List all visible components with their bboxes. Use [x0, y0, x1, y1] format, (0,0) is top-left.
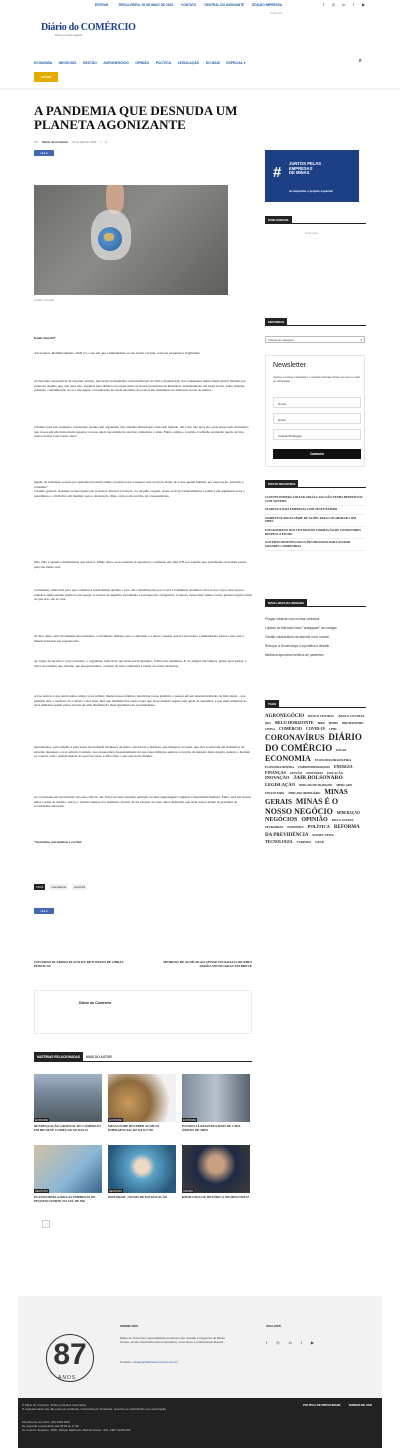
- tag-cloud-link[interactable]: JAIR BOLSONARO: [293, 775, 343, 782]
- service-line: Atendimento ao Leitor: (31) 3469-2001: [22, 1420, 71, 1424]
- social-links: [321, 2, 366, 7]
- related-item[interactable]: [34, 1145, 102, 1203]
- tag-cloud-link[interactable]: PANDEMIA: [287, 825, 304, 830]
- subscribe-button[interactable]: Cadastro: [273, 449, 361, 459]
- about-text: Diário do Comércio: especializado em Economia, Gestão e Negócios de Minas Gerais, sendo referência para empresários, executivos e profissionais liberais.: [120, 1336, 225, 1344]
- tag-cloud-link[interactable]: BIRD: [317, 722, 325, 726]
- tag-cloud-link[interactable]: DIÁRIO DO COMÉRCIO: [265, 731, 362, 753]
- byline-text: Paulo Stucchi*: [34, 336, 56, 340]
- tag-cloud-link[interactable]: ECONOMIA MINEIRA: [265, 766, 295, 770]
- logo-tagline: ética é o nosso negócio: [55, 34, 83, 37]
- top-links: [95, 3, 282, 7]
- related-image: [108, 1074, 176, 1122]
- article-title: A PANDEMIA QUE DESNUDA UM PLANETA AGONIZANTE: [34, 103, 238, 132]
- related-title[interactable]: ESTADO JÁ REGISTRA MAIS DE 2 MIL ÓBITOS DE SRES: [182, 1124, 241, 1132]
- author-box: [34, 990, 252, 1034]
- twitter-icon[interactable]: t: [300, 1340, 302, 1345]
- anniversary-badge: 87: [46, 1334, 94, 1382]
- footer: [18, 1296, 382, 1398]
- tag-cloud-link[interactable]: INOVAÇÃO: [265, 775, 290, 781]
- instagram-icon[interactable]: ◎: [331, 2, 336, 7]
- next-post-link[interactable]: MEDIDAS DE AUXÍLIO AO SETOR SUCROALCOOLEIRO SERÃO ANUNCIADAS EM BREVE: [163, 960, 252, 969]
- name-field[interactable]: Nome: [273, 397, 361, 408]
- article-paragraph: Quem, na realidade, respira por aparelhos há muito tempo, lutando para recuperar seus recursos diante de voraz apetite humano por exploração, extração e consumo? Criamos guerras, sistemas sociais iguais sob protestos diversos (avanços, cor da pele, origem, classe social); transformamos a política em argumento para o extermínio e o diabólico em instituto para a devastação. Mas, como toda escolha, há consequências.: [34, 480, 245, 498]
- next-page-icon[interactable]: ›: [42, 1220, 50, 1228]
- most-read-link[interactable]: Reforçar a Governança Corporativa é desafio: [265, 643, 330, 648]
- article-signature: *Jornalista, psicanalista e escritor: [34, 840, 82, 844]
- meta-author[interactable]: Diário do Comércio: [42, 140, 69, 144]
- tag-cloud-link[interactable]: TECNOLOGIA: [265, 838, 293, 844]
- author-tag[interactable]: AUTOR: [34, 72, 58, 82]
- tag-cloud-link[interactable]: ECONOMIA: [265, 754, 311, 764]
- top-bar: [0, 0, 400, 9]
- youtube-icon[interactable]: ▶: [361, 2, 366, 7]
- nav-legislacao[interactable]: LEGISLAÇÃO: [177, 61, 200, 65]
- publicidade-label: Publicidade: [305, 232, 318, 235]
- tag-cloud-link[interactable]: CORONAVÍRUS: [265, 732, 325, 742]
- banner-cta[interactable]: Acompanhe o projeto especial: [289, 189, 333, 193]
- tag-cloud-link[interactable]: BANCO CENTRAL: [308, 714, 335, 718]
- main-nav: [34, 57, 366, 69]
- article-paragraph: Aprendemos, pela religião e pela nossa necessidade intrínseca de mitos, salvadores e mártires, que milagres ocorrem, que eles acontecem em momentos de extremo desespero e nos salvam. Contudo, nos esquecemos frequentemente de que esses milagres sempre ocorrerão da maneira mais singela, quando o homem se conecta com o grande mundo do qual faz parte, e deixa fluir o que este há de melhor.: [34, 745, 250, 759]
- fb-like-button[interactable]: Like 0: [34, 150, 54, 156]
- recent-post-link[interactable]: MARKETUP ADOTA SÉRIE DE AÇÕES PARA COLABORAR COM MPES: [265, 515, 365, 527]
- meta-by: Por: [34, 140, 39, 144]
- related-tabs: [34, 1052, 252, 1062]
- most-read-link[interactable]: Pragas urbanas com os dias contados: [265, 616, 320, 621]
- search-icon[interactable]: ⌕: [358, 58, 362, 64]
- tag-cloud-link[interactable]: MERCADO FINANCEIRO: [265, 783, 353, 796]
- article-paragraph: As sociedades são previsíveis; são elas cíclicas, são frutos de uma estrutura pensada, de uma engrenagem completa e meramente humana. Entre, será em nossas mãos o leme do destino. Até lá, o planeta sempre nos lembrará, através da dor (depois do tanto amor dedicado) que nada somos diante da grandeza do ecossistema universal.: [34, 795, 251, 809]
- nav-especial-label: ESPECIAL: [226, 61, 243, 65]
- recent-post-link[interactable]: STARTUP AJUDA EMPRESAS COM TESTE RÁPIDO: [265, 506, 365, 515]
- most-read-link[interactable]: Medicina aprovima médicos de pacientes: [265, 652, 324, 657]
- category-select[interactable]: [265, 336, 365, 343]
- editorias-heading: [265, 318, 366, 326]
- related-category[interactable]: NEGÓCIOS: [109, 1189, 122, 1193]
- contact-line: [120, 1360, 178, 1364]
- tab-more-author[interactable]: MAIS DO AUTOR: [85, 1055, 112, 1059]
- tag-cloud-link[interactable]: ECONOMIA BRASILEIRA: [314, 758, 352, 763]
- related-image: [108, 1145, 176, 1193]
- heading-label: MAIS LIDAS DA SEMANA: [265, 599, 307, 607]
- related-item[interactable]: [182, 1074, 250, 1132]
- tag-link[interactable]: coronavírus: [51, 885, 67, 889]
- nav-do-mais[interactable]: DO MAIS: [205, 61, 220, 65]
- newsletter-desc: Assine a nossa newsletter e receba notícias direto em seu e-mail ou whatsapp: [273, 375, 360, 383]
- nav-negocios[interactable]: NEGÓCIOS: [58, 61, 77, 65]
- tag-cloud-link[interactable]: POLÍTICA: [307, 824, 330, 830]
- related-image: [182, 1145, 250, 1193]
- related-category[interactable]: OPINIÃO: [183, 1189, 193, 1193]
- related-title[interactable]: READEQUAÇÃO GRADUAL DO COMÉRCIO EM BH DEVE COMEÇAR NO DIA 25: [34, 1124, 101, 1132]
- tag-cloud-link[interactable]: EMPREENDEDORISMO: [298, 766, 330, 770]
- recent-post-link[interactable]: CLIENTE PODERÁ VOLTAR ATRÁS CASO NÃO TENHA BENEFÍCIOS COM SISTEMA: [265, 494, 365, 506]
- article-paragraph: Criamos para nós, humanos, um mundo doente; um organismo cujo sistema imunológico tem sido minado, dia a dia, ano após ano, pela nossa ação destrutiva; que cresce em um ritmo muito superior à nossa igual capacidade de renovar, embelezar e amar. Então, amigos, convido à reflexão profunda: quem, de fato, esteve doente todos esses anos?: [34, 425, 249, 439]
- instagram-icon[interactable]: ◎: [276, 1340, 280, 1345]
- hash-icon: #: [273, 164, 282, 181]
- copyright-line: © Diário do Comércio. Todos os direitos reservados.: [22, 1403, 87, 1407]
- most-read-link[interactable]: Gestão colaborativa vai assumir novo normal: [265, 634, 329, 639]
- tag-cloud-link[interactable]: BRUMADINHO: [342, 721, 364, 726]
- tag-cloud-link[interactable]: FINANÇAS: [265, 769, 286, 775]
- tag-cloud: [265, 713, 367, 845]
- tag-cloud-link[interactable]: NEGÓCIOS: [265, 816, 298, 823]
- photo-credit: Crédito: Freepik: [34, 298, 54, 302]
- facebook-icon[interactable]: f: [322, 2, 325, 7]
- tag-cloud-link[interactable]: LEGISLAÇÃO: [265, 782, 296, 788]
- about-heading: SOBRE NÓS: [120, 1324, 139, 1328]
- tag-cloud-link[interactable]: BNDES: [328, 722, 339, 726]
- banner-line: DE MINAS: [289, 170, 310, 176]
- linkedin-icon[interactable]: in: [341, 2, 346, 7]
- author-name[interactable]: Diário do Comércio: [79, 1001, 112, 1005]
- facebook-icon[interactable]: f: [266, 1340, 268, 1345]
- tag-cloud-link[interactable]: CPMI: [328, 727, 337, 731]
- related-category[interactable]: ECONOMIA: [183, 1118, 197, 1122]
- related-image: [34, 1074, 102, 1122]
- avatar: [47, 998, 69, 1020]
- chevron-down-icon: ▾: [360, 338, 362, 342]
- related-category[interactable]: ECONOMIA: [109, 1118, 123, 1122]
- fb-like-button[interactable]: Like 0: [34, 908, 54, 914]
- tab-related[interactable]: MATÉRIAS RELACIONADAS: [34, 1052, 83, 1061]
- ad-label: Publicidade: [270, 12, 283, 15]
- contact-label: Contato:: [120, 1360, 132, 1364]
- logo-title: Diário do COMÉRCIO: [41, 22, 136, 33]
- tag-cloud-link[interactable]: MINERAÇÃO: [336, 810, 360, 815]
- footer-social: [266, 1340, 314, 1345]
- nav-divider: [0, 88, 400, 91]
- article-paragraph: Não. Não é apenas a humanidade que adoece. Muito antes, nosso planeta já agonizava, confinado em uma UTI por aqueles que, justamente, deveriam prezar pela sua saúde: nós.: [34, 560, 247, 569]
- service-line: De segunda a sexta-feira, das 08:00 às 17:30: [22, 1423, 79, 1428]
- article-byline: [34, 336, 252, 341]
- tag-cloud-link[interactable]: DÓLAR: [336, 749, 347, 752]
- comment-icon[interactable]: ▪: [100, 140, 102, 144]
- related-image: [182, 1074, 250, 1122]
- tag-link[interactable]: covid-19: [74, 885, 85, 889]
- article-paragraph: Certamente, demorará para que voltemos à normalidade quando o pico das contaminações por Covid-19 diminuir. Podemos curar nosso corpo, mas nossos espíritos ainda estarão lotéricos em apagar os nossos de angústia, isolamento e introspecção obrigatória. Contudo, nesse meio tempo, nosso planeta respira; mais do que isso, ele se cura.: [34, 588, 252, 602]
- contact-email[interactable]: contato@diariodocomercio.com.br: [132, 1360, 178, 1364]
- tag-cloud-link[interactable]: MERCADO DE TRABALHO: [299, 784, 333, 788]
- tag-cloud-link[interactable]: TURISMO: [296, 839, 311, 844]
- banner-line: EMPRESAS: [289, 165, 313, 171]
- subscriber-link[interactable]: CENTRAL DO ASSINANTE: [204, 2, 245, 7]
- article-paragraph: Ao longo de séculos o corpo terrestre, o organismo infeccioso que mata seu hospedeiro, fomos nós, humanos. E, do tempos em tempos, pestes após pestes, a Terra nos lembra que, mesmo que desapareçamos, a beleza da vida continuará a existir de outras maneiras.: [34, 659, 247, 668]
- tag-cloud-link[interactable]: BELO HORIZONTE: [275, 720, 314, 726]
- nav-especial[interactable]: [226, 61, 245, 65]
- nav-politica[interactable]: POLÍTICA: [155, 61, 172, 65]
- tag-cloud-link[interactable]: GESTÃO: [289, 770, 303, 775]
- article-paragraph: Arrisco dizer, sem obviamente desconsiderar o sofrimento humano que os sintomas e a morte causam, que foi necessário a humanidade adoecer para que o mundo iniciasse sua regeneração.: [34, 634, 245, 643]
- related-item[interactable]: [34, 1074, 102, 1132]
- legal-links: [303, 1404, 372, 1408]
- related-category[interactable]: ECONOMIA: [35, 1118, 49, 1122]
- article-paragraph: As décadas consecutivas de expando urbano, inovações na medicina, universalização da Web e planificação dos continentes numa aldeia global fizeram-nos esquecer daquilo que, ano após ano, jogamos para debaixo do tapete junto às nossas promessas de Réveillon: desmatamento em larga escala, fome, miséria, poluição, contaminação do ar e das águas, concentração de renda nas mãos de poucos em detrimento da alienação social de muitos.: [34, 379, 246, 393]
- privacy-link[interactable]: POLÍTICA DE PRIVACIDADE: [303, 1403, 341, 1407]
- banner-line: JUNTOS PELAS: [289, 161, 322, 166]
- banner-text: [289, 162, 321, 176]
- tag-cloud-link[interactable]: COVID-19: [305, 726, 325, 731]
- print-edition-link[interactable]: EDIÇÃO IMPRESSA: [252, 2, 283, 7]
- post-navigation: [34, 960, 252, 976]
- terms-link[interactable]: TERMOS DE USO: [348, 1403, 372, 1407]
- most-read-link[interactable]: Lojistas do Mercado Novo "arregaçam" as mangas: [265, 625, 337, 630]
- nav-economia[interactable]: ECONOMIA: [34, 61, 53, 65]
- follow-heading: SIGA-NOS: [266, 1324, 281, 1328]
- article-paragraph: A boa notícia é que ainda temos tempo; para refletir, mudar nossos hábitos, relativizar nossa ganância e pensar em um desenvolvimento de mão dupla – que permita, sim, o usufruto do conforto e dos bens, mas que também abra espaço para que nosso mundo respire sem ajuda de aparelhos, e que mais sementes da terra humanos sejam vistos através de uma distribuição mais igualitária de oportunidades.: [34, 694, 247, 708]
- comment-count[interactable]: 0: [105, 140, 107, 144]
- heading-label: EDITORIAS: [265, 318, 287, 326]
- related-item[interactable]: [108, 1145, 176, 1199]
- article-meta: [34, 140, 107, 144]
- site-logo[interactable]: [41, 22, 136, 37]
- related-item[interactable]: [182, 1145, 250, 1199]
- nav-agronegocio[interactable]: AGRONEGÓCIO: [103, 61, 129, 65]
- tag-cloud-link[interactable]: MERCADO IMOBILIÁRIO: [288, 792, 321, 796]
- recent-post-link[interactable]: FATURAMENTO DOS CENTROS DE FORMAÇÃO DE CONDUTORES DESPENCA EM MG: [265, 527, 365, 539]
- tag-cloud-link[interactable]: COMÉRCIO: [279, 726, 302, 731]
- tag-cloud-link[interactable]: PETROBRAS: [265, 825, 284, 830]
- select-value: Selecionar categoria: [268, 338, 294, 342]
- login-link[interactable]: ENTRAR: [95, 2, 109, 7]
- recent-posts-heading: [265, 480, 366, 488]
- newsletter-title: Newsletter: [273, 362, 307, 369]
- article-tags: [34, 884, 87, 890]
- tag-cloud-link[interactable]: INFLAÇÃO: [327, 770, 344, 775]
- twitter-icon[interactable]: t: [352, 2, 355, 7]
- recent-post-link[interactable]: GOVERNO DESENHA SOLUÇÕES PRIVADAS PARA AJUDAR GRANDES COMPANHIAS: [265, 539, 365, 551]
- tags-heading: [265, 700, 366, 708]
- prev-post-link[interactable]: GOVERNO ELABORA PLANO DE RETOMADA DE OBRAS PÚBLICAS: [34, 960, 124, 969]
- related-title[interactable]: PLATAFORMA AJUDA AS EMPRESAS DE PEQUENO PORTE NO SUL DE MG: [34, 1195, 96, 1203]
- related-title[interactable]: IDEOLOGIA OU RETÓRICA OPORTUNISTA?: [182, 1195, 250, 1199]
- anniversary-years: ANOS: [58, 1375, 77, 1381]
- tag-cloud-link[interactable]: ENERGIA: [333, 764, 353, 770]
- related-title[interactable]: MINAS PODE RECEBER AUXÍLIO EMERGENCIAL DE R$ 8,77 BI: [108, 1124, 160, 1132]
- heading-label: TAGS: [265, 700, 279, 708]
- tags-label: TAGS: [36, 885, 44, 889]
- tag-cloud-link[interactable]: OPINIÃO: [301, 816, 328, 823]
- meta-date: 22 de abril de 2020: [72, 140, 97, 144]
- tag-cloud-link[interactable]: MINAS GERAIS: [265, 788, 348, 806]
- most-read-list: [265, 614, 365, 659]
- nav-opiniao[interactable]: OPINIÃO: [135, 61, 150, 65]
- tag-cloud-link[interactable]: AGRONEGÓCIO: [265, 714, 305, 719]
- tag-cloud-link[interactable]: PAULO GUEDES: [331, 818, 354, 822]
- related-category[interactable]: NEGÓCIOS: [35, 1189, 48, 1193]
- tag-cloud-link[interactable]: CHINA: [265, 727, 276, 731]
- most-read-heading: [265, 599, 366, 607]
- article-photo: [34, 185, 228, 295]
- service-info: [22, 1421, 222, 1432]
- email-field[interactable]: Email: [273, 413, 361, 424]
- tag-cloud-link[interactable]: ROMEU ZEMA: [312, 832, 334, 837]
- service-line: Av. Américo Vespúcio, 1660 - Parque Riachuelo, Belo Horizonte - MG, CEP: 31230-250: [22, 1427, 131, 1432]
- related-title[interactable]: EDITORIAL | SINAIS DE PACIFICAÇÃO: [108, 1195, 168, 1199]
- contact-link[interactable]: CONTATO: [181, 2, 197, 7]
- recent-posts-list: [265, 494, 365, 551]
- newsletter-box: [265, 355, 365, 467]
- heading-label: POSTS RECENTES: [265, 480, 298, 488]
- tag-cloud-link[interactable]: MINAS É O NOSSO NEGÓCIO: [265, 796, 339, 816]
- tag-cloud-link[interactable]: REFORMA DA PREVIDÊNCIA: [265, 825, 360, 838]
- related-image: [34, 1145, 102, 1193]
- related-item[interactable]: [108, 1074, 176, 1132]
- date-text: TERÇA-FEIRA, 09 DE MAIO DE 2023: [118, 2, 174, 7]
- phone-field[interactable]: Celular/Whatsapp: [273, 429, 361, 440]
- heading-label: PUBLICIDADE: [265, 216, 292, 224]
- tag-cloud-link[interactable]: INDÚSTRIA: [306, 770, 324, 775]
- sidebar-banner[interactable]: [265, 150, 359, 202]
- nav-gestao[interactable]: GESTÃO: [82, 61, 97, 65]
- copyright-bar: [18, 1398, 382, 1448]
- youtube-icon[interactable]: ▶: [310, 1340, 314, 1345]
- publicidade-heading: [265, 216, 366, 224]
- tag-cloud-link[interactable]: BANCO CENTRAL (BC): [265, 714, 365, 726]
- tag-cloud-link[interactable]: VALE: [314, 839, 325, 844]
- linkedin-icon[interactable]: in: [288, 1340, 292, 1345]
- copyright-line: O conteúdo deste site não pode ser publicado, transmitido por broadcast, reescrito ou redistribuído sem autorização.: [22, 1406, 167, 1411]
- copyright-text: [22, 1404, 222, 1412]
- land-shape: [104, 233, 114, 241]
- article-paragraph: Adoecemos. Definitivamente, 2020 foi o ano em que a humanidade se viu, frente a frente, com sua pequenez e fragilidade.: [34, 351, 201, 355]
- chevron-down-icon: ▾: [243, 61, 246, 65]
